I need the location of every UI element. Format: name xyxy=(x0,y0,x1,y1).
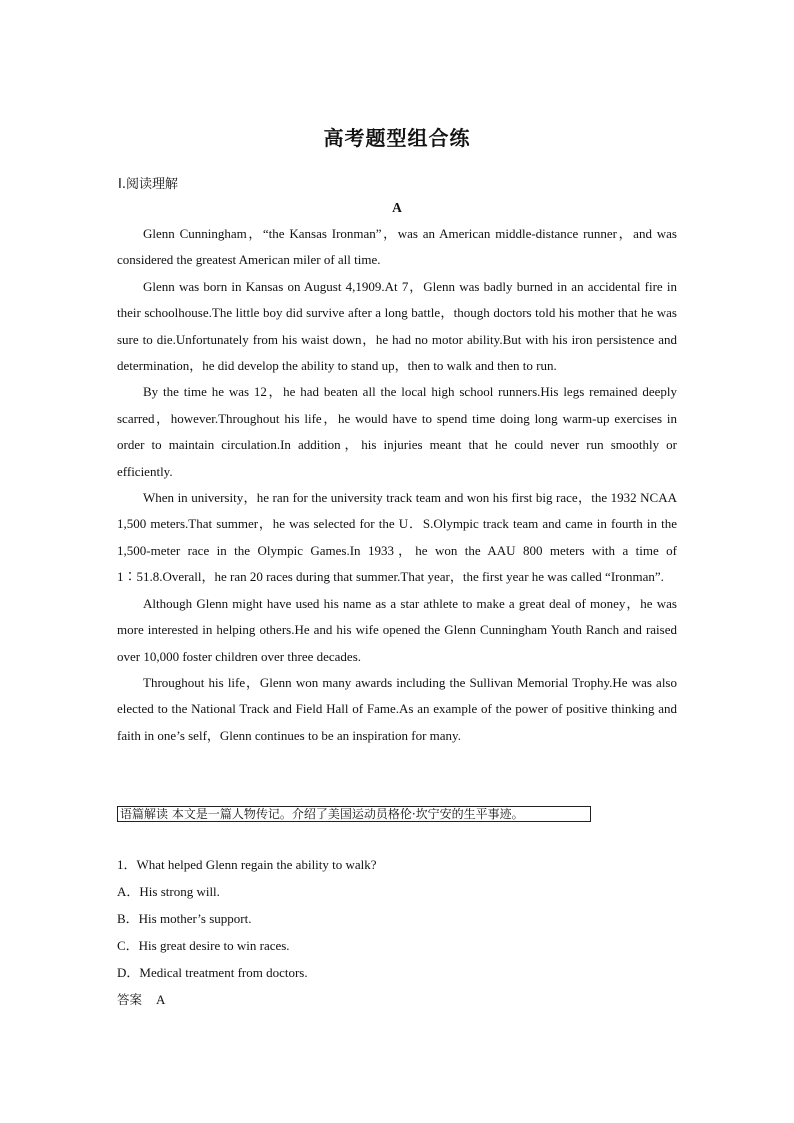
section-heading: Ⅰ.阅读理解 xyxy=(118,177,178,192)
option-d: D．Medical treatment from doctors. xyxy=(117,965,308,980)
page-title: 高考题型组合练 xyxy=(323,126,471,150)
passage-summary-box: 语篇解读 本文是一篇人物传记。介绍了美国运动员格伦·坎宁安的生平事迹。 xyxy=(117,806,591,822)
passage-body xyxy=(117,221,677,749)
paragraph: Glenn Cunningham，“the Kansas Ironman”，was an American middle-distance runner，and was considered the greatest American miler of all time. xyxy=(117,226,677,268)
paragraph: Throughout his life，Glenn won many awards including the Sullivan Memorial Trophy.He was also elected to the National Track and Field Hall of Fame.As an example of the power of positive thinking and faith in one’s self，Glenn continues to be an inspiration for many. xyxy=(117,674,677,743)
paragraph: Although Glenn might have used his name as a star athlete to make a great deal of money，he was more interested in helping others.He and his wife opened the Glenn Cunningham Youth Ranch and raised over 10,000 foster children over three decades. xyxy=(117,595,677,664)
paragraph: By the time he was 12，he had beaten all the local high school runners.His legs remained deeply scarred，however.Throughout his life，he would have to spend time doing long warm-up exercises in order to maintain circulation.In addition，his injuries meant that he could never run smoothly or efficiently. xyxy=(117,384,677,479)
answer-line xyxy=(117,991,677,1009)
option-a: A．His strong will. xyxy=(117,884,220,899)
passage-letter: A xyxy=(392,200,402,215)
paragraph: When in university，he ran for the university track team and won his first big race，the 1932 NCAA 1,500 meters.That summer，he was selected for the U．S.Olympic track team and came in fourth in the 1,500-meter race in the Olympic Games.In 1933，he won the AAU 800 meters with a time of 1∶51.8.Overall，he ran 20 races during that summer.That year，the first year he was called “Ironman”. xyxy=(117,490,677,585)
question-stem: 1．What helped Glenn regain the ability to walk? xyxy=(117,857,377,872)
option-c: C．His great desire to win races. xyxy=(117,938,290,953)
option-b: B．His mother’s support. xyxy=(117,911,252,926)
answer-value: A xyxy=(156,992,166,1007)
paragraph: Glenn was born in Kansas on August 4,1909.At 7，Glenn was badly burned in an accidental fire in their schoolhouse.The little boy did survive after a long battle，though doctors told his mother that he was sure to die.Unfortunately from his waist down，he had no motor ability.But with his iron persistence and determination，he did develop the ability to stand up，then to walk and then to run. xyxy=(117,278,677,374)
answer-label: 答案 xyxy=(117,992,143,1007)
